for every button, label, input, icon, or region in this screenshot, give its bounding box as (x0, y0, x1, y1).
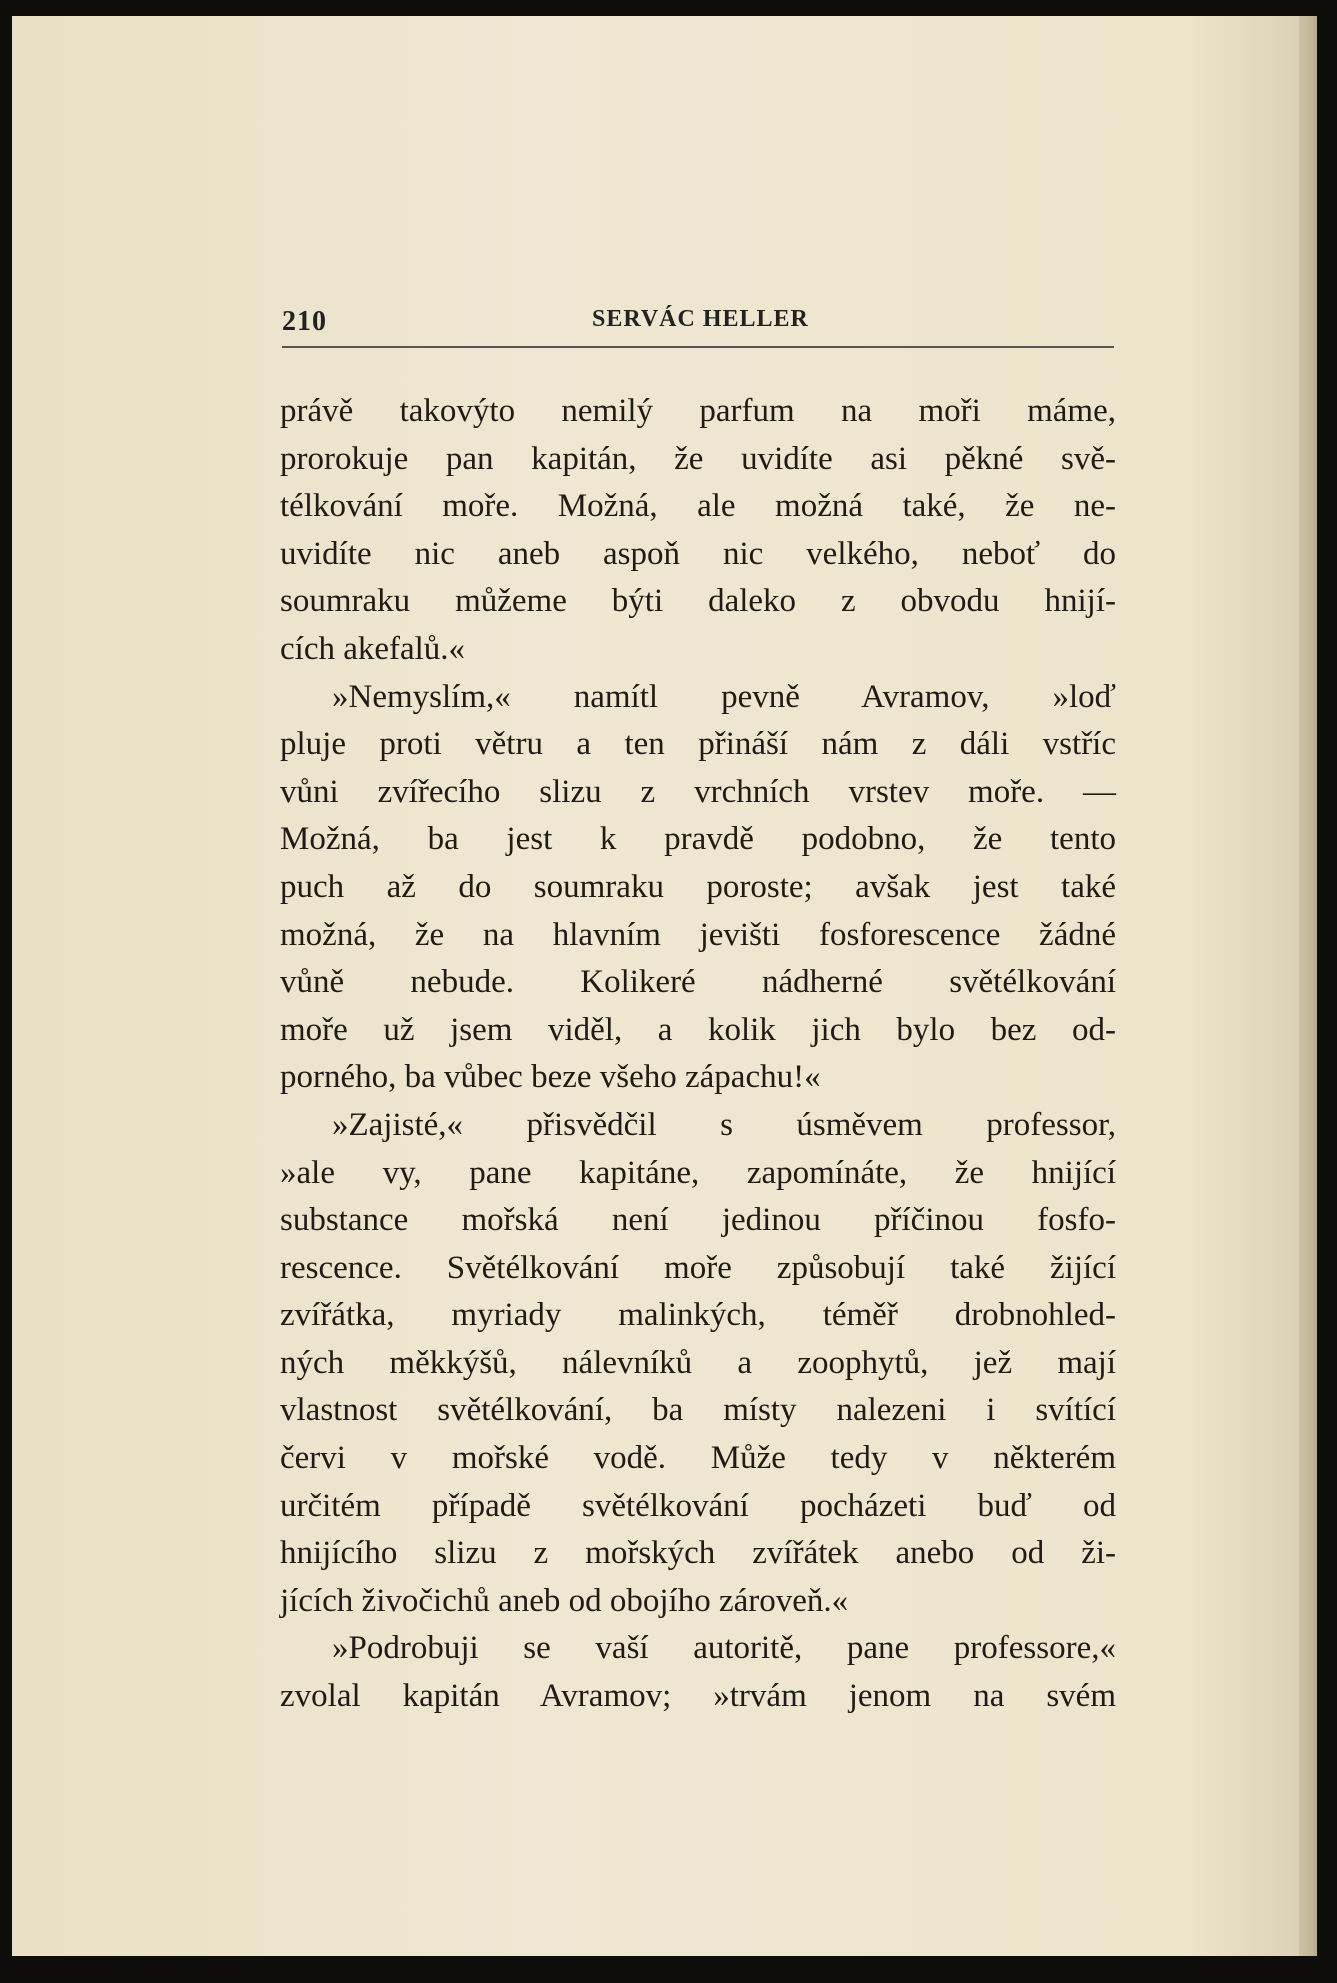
text-line: ných měkkýšů, nálevníků a zoophytů, jež mají (280, 1344, 1116, 1381)
page-header (282, 306, 1114, 348)
text-line: »Zajisté,« přisvědčil s úsměvem professor, (332, 1106, 1116, 1143)
text-line: cích akefalů.« (280, 630, 466, 667)
text-line: substance mořská není jedinou příčinou fosfo- (280, 1202, 1116, 1239)
text-line: zvířátka, myriady malinkých, téměř drobnohled- (280, 1297, 1116, 1334)
text-line: hnijícího slizu z mořských zvířátek anebo od ži- (280, 1535, 1116, 1572)
running-title: SERVÁC HELLER (592, 306, 809, 332)
paragraph (280, 1102, 1116, 1626)
text-line: moře už jsem viděl, a kolik jich bylo bez od- (280, 1011, 1116, 1048)
text-line: prorokuje pan kapitán, že uvidíte asi pěkné svě- (280, 440, 1116, 477)
text-line: »Nemyslím,« namítl pevně Avramov, »loď (332, 678, 1116, 715)
text-line: Možná, ba jest k pravdě podobno, že tento (280, 821, 1116, 858)
text-line: vůně nebude. Kolikeré nádherné světélkování (280, 964, 1116, 1001)
text-line: červi v mořské vodě. Může tedy v některém (280, 1440, 1116, 1477)
text-line: télkování moře. Možná, ale možná také, že ne- (280, 488, 1116, 525)
text-line: »Podrobuji se vaší autoritě, pane professore,« (332, 1630, 1116, 1667)
text-line: vůni zvířecího slizu z vrchních vrstev moře. — (280, 773, 1116, 810)
paragraph (280, 388, 1116, 674)
text-line: určitém případě světélkování pocházeti buď od (280, 1487, 1116, 1524)
text-line: možná, že na hlavním jevišti fosforescence žádné (280, 916, 1116, 953)
text-line: »ale vy, pane kapitáne, zapomínáte, že hnijící (280, 1154, 1116, 1191)
text-line: právě takovýto nemilý parfum na moři máme, (280, 393, 1116, 429)
text-line: zvolal kapitán Avramov; »trvám jenom na svém (280, 1678, 1116, 1715)
page-number: 210 (282, 306, 327, 337)
book-page (12, 16, 1317, 1956)
text-line: puch až do soumraku poroste; avšak jest také (280, 868, 1116, 905)
text-line: soumraku můžeme býti daleko z obvodu hnijí- (280, 583, 1116, 620)
text-line: pluje proti větru a ten přináší nám z dáli vstříc (280, 726, 1116, 763)
body-text (280, 388, 1116, 1721)
text-line: porného, ba vůbec beze všeho zápachu!« (280, 1059, 821, 1096)
text-line: vlastnost světélkování, ba místy nalezeni i svítící (280, 1392, 1116, 1429)
text-line: rescence. Světélkování moře způsobují také žijící (280, 1249, 1116, 1286)
page-binding-edge (1299, 16, 1317, 1956)
text-line: uvidíte nic aneb aspoň nic velkého, neboť do (280, 535, 1116, 572)
text-line: jících živočichů aneb od obojího zároveň.« (280, 1582, 849, 1619)
paragraph (280, 1625, 1116, 1720)
paragraph (280, 674, 1116, 1102)
